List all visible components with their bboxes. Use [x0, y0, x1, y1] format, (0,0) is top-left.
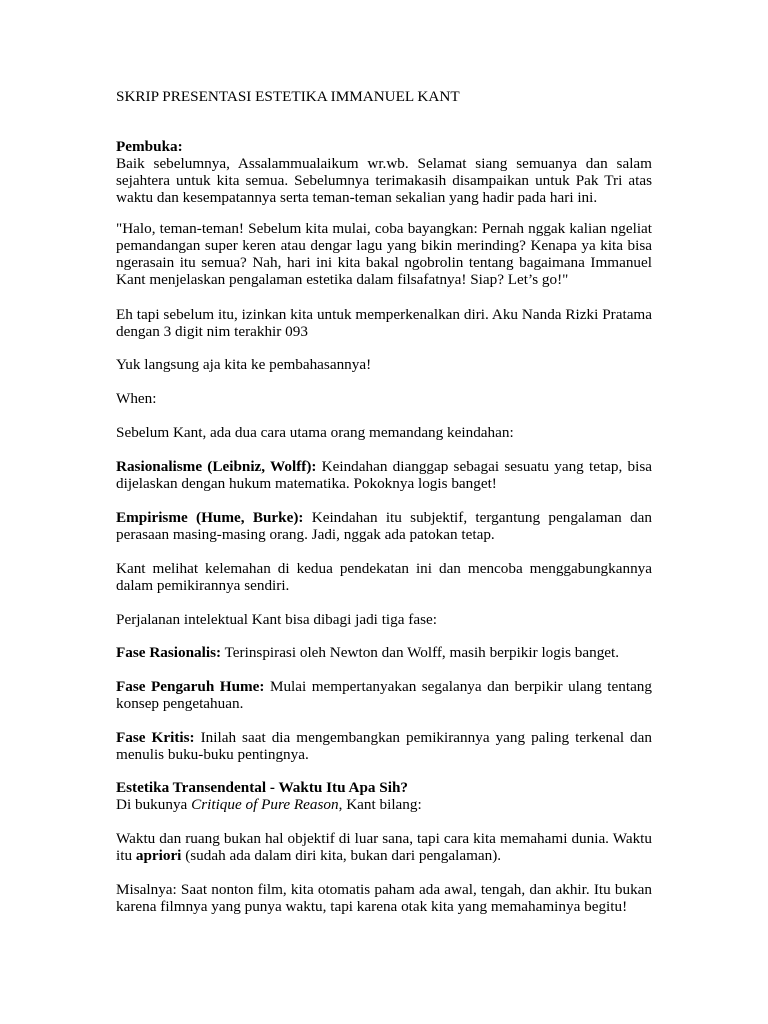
document-title: SKRIP PRESENTASI ESTETIKA IMMANUEL KANT [116, 88, 460, 105]
rationalism-text: Keindahan dianggap sebagai sesuatu yang tetap, bisa dijelaskan dengan hukum matematika. Pokoknya logis banget! [116, 458, 652, 492]
phases-intro-paragraph: Perjalanan intelektual Kant bisa dibagi jadi tiga fase: [116, 611, 437, 628]
opening-text: Baik sebelumnya, Assalammualaikum wr.wb. Selamat siang semuanya dan salam sejahtera untuk kita semua. Sebelumnya terimakasih disampaikan untuk Pak Tri atas waktu dan kesempatannya serta teman-teman sekalian yang hadir pada hari ini. [116, 155, 652, 206]
apriori-term: apriori [135, 847, 182, 864]
opening-section [116, 138, 652, 206]
empiricism-paragraph [116, 509, 652, 543]
transcendental-heading: Estetika Transendental - Waktu Itu Apa Sih? [116, 779, 409, 796]
empiricism-label: Empirisme (Hume, Burke): [116, 509, 304, 526]
time-space-text-after: (sudah ada dalam diri kita, bukan dari pengalaman). [181, 847, 502, 864]
self-intro-paragraph: Eh tapi sebelum itu, izinkan kita untuk memperkenalkan diri. Aku Nanda Rizki Pratama dengan 3 digit nim terakhir 093 [116, 306, 652, 340]
time-space-paragraph [116, 830, 652, 864]
phase-critical-paragraph [116, 729, 652, 763]
book-title: Critique of Pure Reason [191, 796, 339, 813]
phase-rational-paragraph [116, 644, 652, 661]
phase-critical-text: Inilah saat dia mengembangkan pemikirannya yang paling terkenal dan menulis buku-buku pentingnya. [116, 729, 652, 763]
phase-critical-label: Fase Kritis: [116, 729, 195, 746]
transcendental-section [116, 779, 652, 813]
opening-heading: Pembuka: [116, 138, 183, 155]
example-paragraph: Misalnya: Saat nonton film, kita otomatis paham ada awal, tengah, dan akhir. Itu bukan karena filmnya yang punya waktu, tapi karena otak kita yang memahaminya begitu! [116, 881, 652, 915]
rationalism-label: Rasionalisme (Leibniz, Wolff): [116, 458, 317, 475]
before-kant-paragraph: Sebelum Kant, ada dua cara utama orang memandang keindahan: [116, 424, 514, 441]
rationalism-paragraph [116, 458, 652, 492]
phase-hume-paragraph [116, 678, 652, 712]
phase-hume-text: Mulai mempertanyakan segalanya dan berpikir ulang tentang konsep pengetahuan. [116, 678, 652, 712]
hook-paragraph: "Halo, teman-teman! Sebelum kita mulai, coba bayangkan: Pernah nggak kalian ngeliat pemandangan super keren atau dengar lagu yang bikin merinding? Kenapa ya kita bisa ngerasain itu semua? Nah, hari ini kita bakal ngobrolin tentang bagaimana Immanuel Kant menjelaskan pengalaman estetika dalam filsafatnya! Siap? Let’s go!" [116, 220, 652, 288]
phase-rational-text: Terinspirasi oleh Newton dan Wolff, masih berpikir logis banget. [221, 644, 620, 661]
phase-rational-label: Fase Rasionalis: [116, 644, 222, 661]
transition-paragraph: Yuk langsung aja kita ke pembahasannya! [116, 356, 372, 373]
transcendental-text-after: , Kant bilang: [338, 796, 422, 813]
time-space-text-before: Waktu dan ruang bukan hal objektif di luar sana, tapi cara kita memahami dunia. Waktu itu [116, 830, 652, 864]
when-label: When: [116, 390, 157, 407]
kant-view-paragraph: Kant melihat kelemahan di kedua pendekatan ini dan mencoba menggabungkannya dalam pemikirannya sendiri. [116, 560, 652, 594]
empiricism-text: Keindahan itu subjektif, tergantung pengalaman dan perasaan masing-masing orang. Jadi, nggak ada patokan tetap. [116, 509, 652, 543]
transcendental-text-before: Di bukunya [116, 796, 192, 813]
phase-hume-label: Fase Pengaruh Hume: [116, 678, 265, 695]
